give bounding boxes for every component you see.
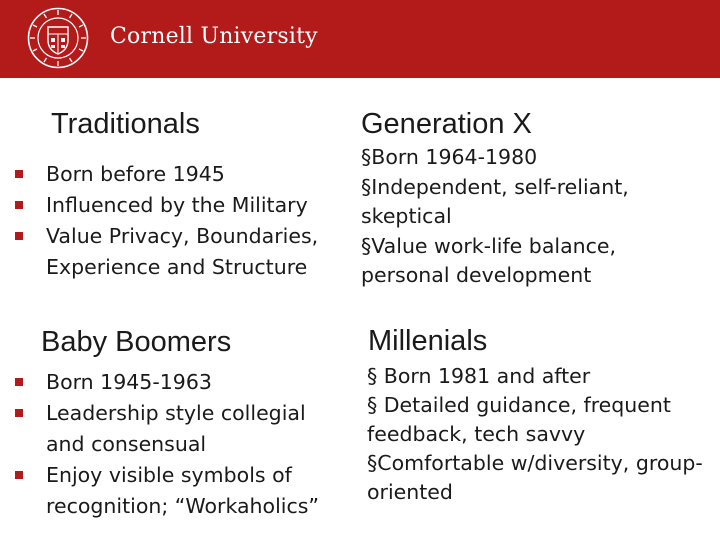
baby-boomers-list bbox=[13, 367, 333, 522]
list-item: Enjoy visible symbols of recognition; “Workaholics” bbox=[13, 460, 333, 522]
millenials-text bbox=[367, 362, 717, 507]
text-line: § Born 1981 and after bbox=[367, 364, 591, 388]
millenials-heading: Millenials bbox=[368, 325, 488, 357]
generation-x-text bbox=[361, 143, 716, 291]
cornell-seal-logo bbox=[27, 7, 89, 69]
text-line: feedback, tech savvy bbox=[367, 422, 586, 446]
generation-x-heading: Generation X bbox=[361, 108, 532, 140]
traditionals-heading: Traditionals bbox=[51, 108, 200, 140]
text-line: § Detailed guidance, frequent bbox=[367, 393, 671, 417]
text-line: oriented bbox=[367, 480, 453, 504]
text-line: skeptical bbox=[361, 204, 452, 228]
text-line: §Independent, self-reliant, bbox=[361, 174, 629, 199]
list-item: Influenced by the Military bbox=[13, 190, 333, 221]
square-bullet-icon bbox=[15, 170, 23, 178]
list-item: Born 1945-1963 bbox=[13, 367, 333, 398]
text-line: §Value work-life balance, bbox=[361, 233, 617, 258]
list-item: Leadership style collegial and consensual bbox=[13, 398, 333, 460]
square-bullet-icon bbox=[15, 201, 23, 209]
list-item: Born before 1945 bbox=[13, 159, 333, 190]
square-bullet-icon bbox=[15, 409, 23, 417]
text-line: personal development bbox=[361, 263, 592, 287]
list-item: Value Privacy, Boundaries, Experience and Structure bbox=[13, 221, 333, 283]
square-bullet-icon bbox=[15, 378, 23, 386]
square-bullet-icon bbox=[15, 471, 23, 479]
header-banner bbox=[0, 0, 720, 78]
text-line: §Comfortable w/diversity, group- bbox=[367, 451, 703, 475]
text-line: §Born 1964-1980 bbox=[361, 145, 538, 169]
baby-boomers-heading: Baby Boomers bbox=[41, 326, 232, 358]
square-bullet-icon bbox=[15, 232, 23, 240]
university-wordmark: Cornell University bbox=[110, 24, 318, 49]
traditionals-list bbox=[13, 159, 333, 283]
